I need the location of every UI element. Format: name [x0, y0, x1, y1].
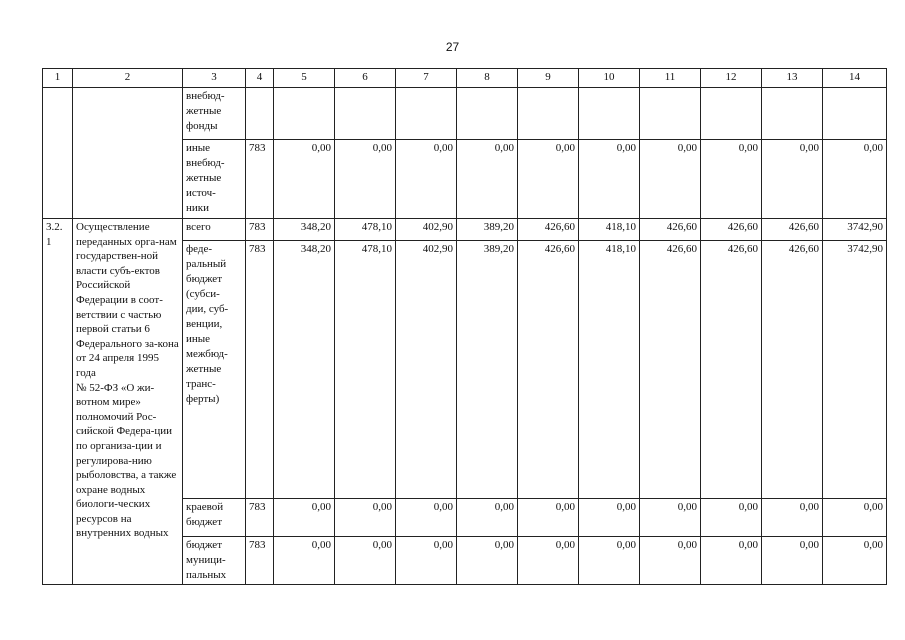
value-cell: 0,00 [640, 537, 701, 585]
code-cell: 783 [246, 537, 274, 585]
value-cell: 426,60 [762, 241, 823, 499]
value-cell: 426,60 [762, 219, 823, 241]
header-cell: 5 [274, 69, 335, 88]
header-cell: 8 [457, 69, 518, 88]
value-cell: 0,00 [823, 140, 887, 219]
page-number: 27 [445, 40, 460, 54]
header-cell: 13 [762, 69, 823, 88]
value-cell: 0,00 [579, 140, 640, 219]
value-cell: 0,00 [457, 499, 518, 537]
header-cell: 11 [640, 69, 701, 88]
header-cell: 2 [73, 69, 183, 88]
value-cell [579, 88, 640, 140]
header-cell: 9 [518, 69, 579, 88]
table-row [43, 88, 887, 140]
value-cell: 426,60 [518, 241, 579, 499]
row-id-cell: 3.2. 1 [43, 219, 73, 585]
value-cell: 402,90 [396, 241, 457, 499]
value-cell: 0,00 [518, 537, 579, 585]
value-cell: 0,00 [701, 499, 762, 537]
value-cell: 0,00 [457, 140, 518, 219]
row-name-cell: Осуществление переданных орга-нам государствен-ной власти субъ-ектов Российской Федерации в соот-ветствии с частью первой статьи 6 Федерального за-кона от 24 апреля 1995 года № 52-ФЗ «О жи-вотном мире» полномочий Рос-сийской Федера-ции по организа-ции и регулирова-нию рыболовства, а также охране водных биологи-ческих ресурсов на внутренних водных [73, 219, 183, 585]
value-cell [762, 88, 823, 140]
funding-source-cell: краевой бюджет [183, 499, 246, 537]
value-cell: 0,00 [396, 140, 457, 219]
header-row [43, 69, 887, 88]
value-cell: 0,00 [640, 140, 701, 219]
code-cell: 783 [246, 219, 274, 241]
row-name-cell [73, 88, 183, 219]
value-cell: 0,00 [335, 140, 396, 219]
header-cell: 3 [183, 69, 246, 88]
value-cell: 418,10 [579, 241, 640, 499]
funding-source-cell: внебюд- жетные фонды [183, 88, 246, 140]
value-cell [457, 88, 518, 140]
value-cell: 478,10 [335, 219, 396, 241]
value-cell: 426,60 [701, 241, 762, 499]
budget-table [42, 68, 887, 585]
value-cell: 0,00 [640, 499, 701, 537]
value-cell: 418,10 [579, 219, 640, 241]
value-cell [518, 88, 579, 140]
header-cell: 12 [701, 69, 762, 88]
value-cell: 0,00 [518, 140, 579, 219]
header-cell: 14 [823, 69, 887, 88]
funding-source-cell: бюджет муници- пальных [183, 537, 246, 585]
value-cell: 0,00 [762, 140, 823, 219]
value-cell: 0,00 [701, 537, 762, 585]
value-cell [640, 88, 701, 140]
value-cell [396, 88, 457, 140]
value-cell: 389,20 [457, 241, 518, 499]
value-cell: 348,20 [274, 241, 335, 499]
funding-source-cell: феде- ральный бюджет (субси- дии, суб- венции, иные межбюд- жетные транс- ферты) [183, 241, 246, 499]
header-cell: 7 [396, 69, 457, 88]
value-cell: 0,00 [335, 499, 396, 537]
value-cell: 478,10 [335, 241, 396, 499]
value-cell: 348,20 [274, 219, 335, 241]
value-cell [701, 88, 762, 140]
value-cell: 0,00 [579, 499, 640, 537]
value-cell: 426,60 [640, 219, 701, 241]
value-cell: 402,90 [396, 219, 457, 241]
value-cell: 0,00 [274, 499, 335, 537]
value-cell: 0,00 [701, 140, 762, 219]
value-cell: 3742,90 [823, 241, 887, 499]
value-cell: 0,00 [457, 537, 518, 585]
header-cell: 10 [579, 69, 640, 88]
value-cell: 0,00 [335, 537, 396, 585]
code-cell: 783 [246, 241, 274, 499]
code-cell: 783 [246, 140, 274, 219]
value-cell: 426,60 [701, 219, 762, 241]
value-cell: 0,00 [396, 537, 457, 585]
funding-source-cell: всего [183, 219, 246, 241]
code-cell: 783 [246, 499, 274, 537]
value-cell: 0,00 [396, 499, 457, 537]
value-cell [335, 88, 396, 140]
table-row [43, 219, 887, 241]
value-cell: 0,00 [823, 537, 887, 585]
value-cell: 389,20 [457, 219, 518, 241]
value-cell: 3742,90 [823, 219, 887, 241]
value-cell: 0,00 [274, 537, 335, 585]
header-cell: 6 [335, 69, 396, 88]
header-cell: 4 [246, 69, 274, 88]
code-cell [246, 88, 274, 140]
header-cell: 1 [43, 69, 73, 88]
value-cell: 0,00 [823, 499, 887, 537]
row-id-cell [43, 88, 73, 219]
value-cell: 0,00 [518, 499, 579, 537]
value-cell: 0,00 [762, 499, 823, 537]
funding-source-cell: иные внебюд- жетные источ- ники [183, 140, 246, 219]
value-cell [823, 88, 887, 140]
value-cell: 426,60 [640, 241, 701, 499]
value-cell: 426,60 [518, 219, 579, 241]
value-cell: 0,00 [579, 537, 640, 585]
value-cell: 0,00 [762, 537, 823, 585]
value-cell: 0,00 [274, 140, 335, 219]
value-cell [274, 88, 335, 140]
